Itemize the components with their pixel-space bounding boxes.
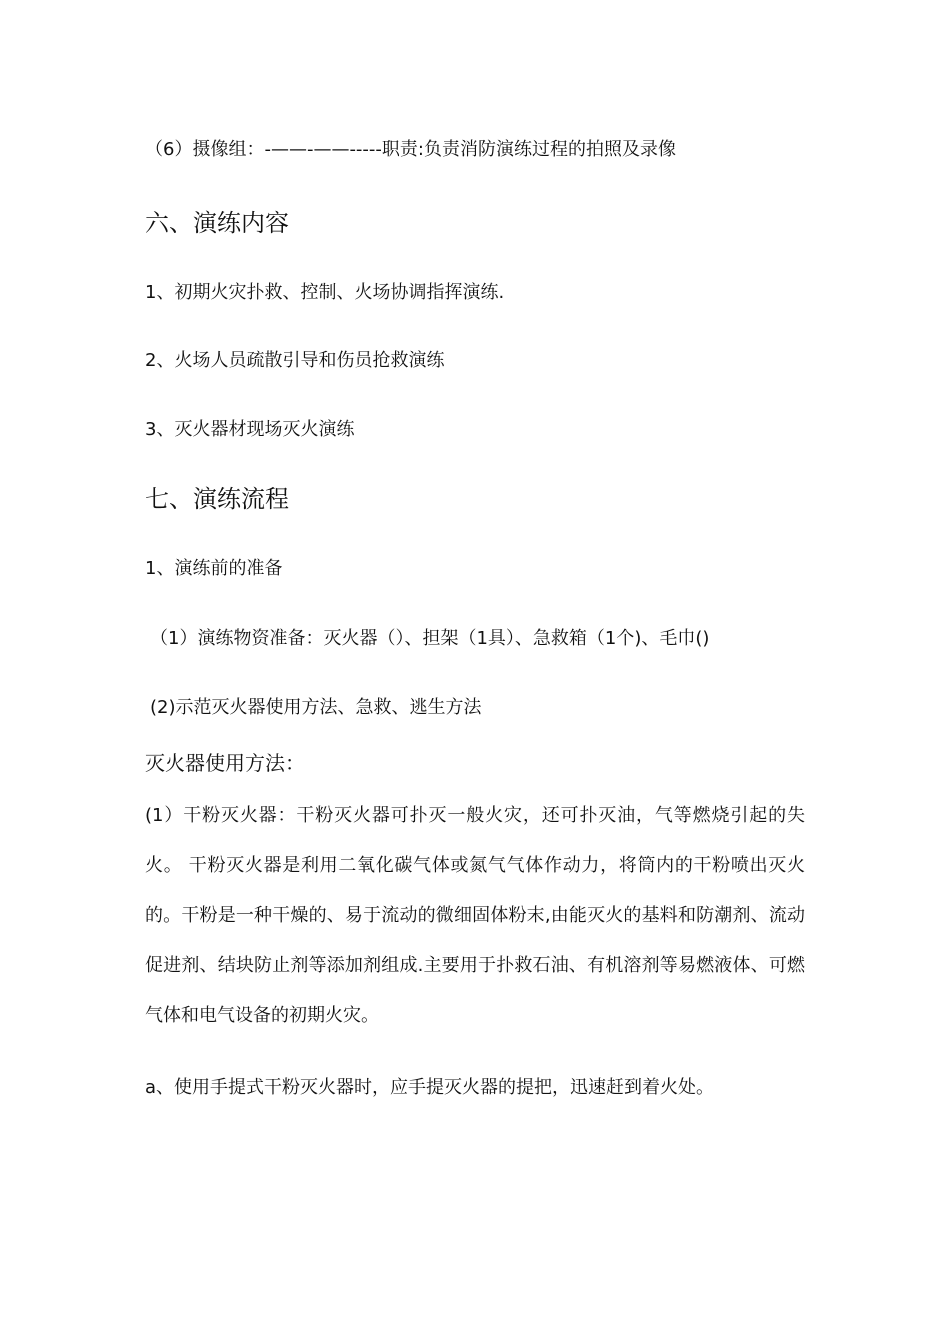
content-item-2: 2、火场人员疏散引导和伤员抢救演练 [145, 350, 445, 371]
step-a-line: a、使用手提式干粉灭火器时，应手提灭火器的提把，迅速赶到着火处。 [145, 1077, 715, 1098]
dry-powder-paragraph: (1）干粉灭火器：干粉灭火器可扑灭一般火灾，还可扑灭油，气等燃烧引起的失火。 干粉灭火器是利用二氧化碳气体或氮气气体作动力，将筒内的干粉喷出灭火的。干粉是一种干燥的、易于流动的微细固体粉末,由能灭火的基料和防潮剂、流动促进剂、结块防止剂等添加剂组成.主要用于扑救石油、有机溶剂等易燃液体、可燃气体和电气设备的初期火灾。 [145, 805, 805, 1026]
usage-heading: 灭火器使用方法： [145, 751, 305, 775]
camera-group-line: （6）摄像组：-——-——-----职责:负责消防演练过程的拍照及录像 [145, 139, 676, 160]
section-7-heading: 七、演练流程 [145, 485, 289, 513]
content-item-3: 3、灭火器材现场灭火演练 [145, 419, 355, 440]
prep-item-2: (2)示范灭火器使用方法、急救、逃生方法 [150, 697, 482, 718]
section-6-heading: 六、演练内容 [145, 209, 289, 237]
content-item-1: 1、初期火灾扑救、控制、火场协调指挥演练. [145, 282, 505, 303]
prep-item-1: （1）演练物资准备：灭火器（）、担架（1具）、急救箱（1个)、毛巾() [150, 628, 710, 649]
flow-step-1: 1、演练前的准备 [145, 558, 283, 579]
